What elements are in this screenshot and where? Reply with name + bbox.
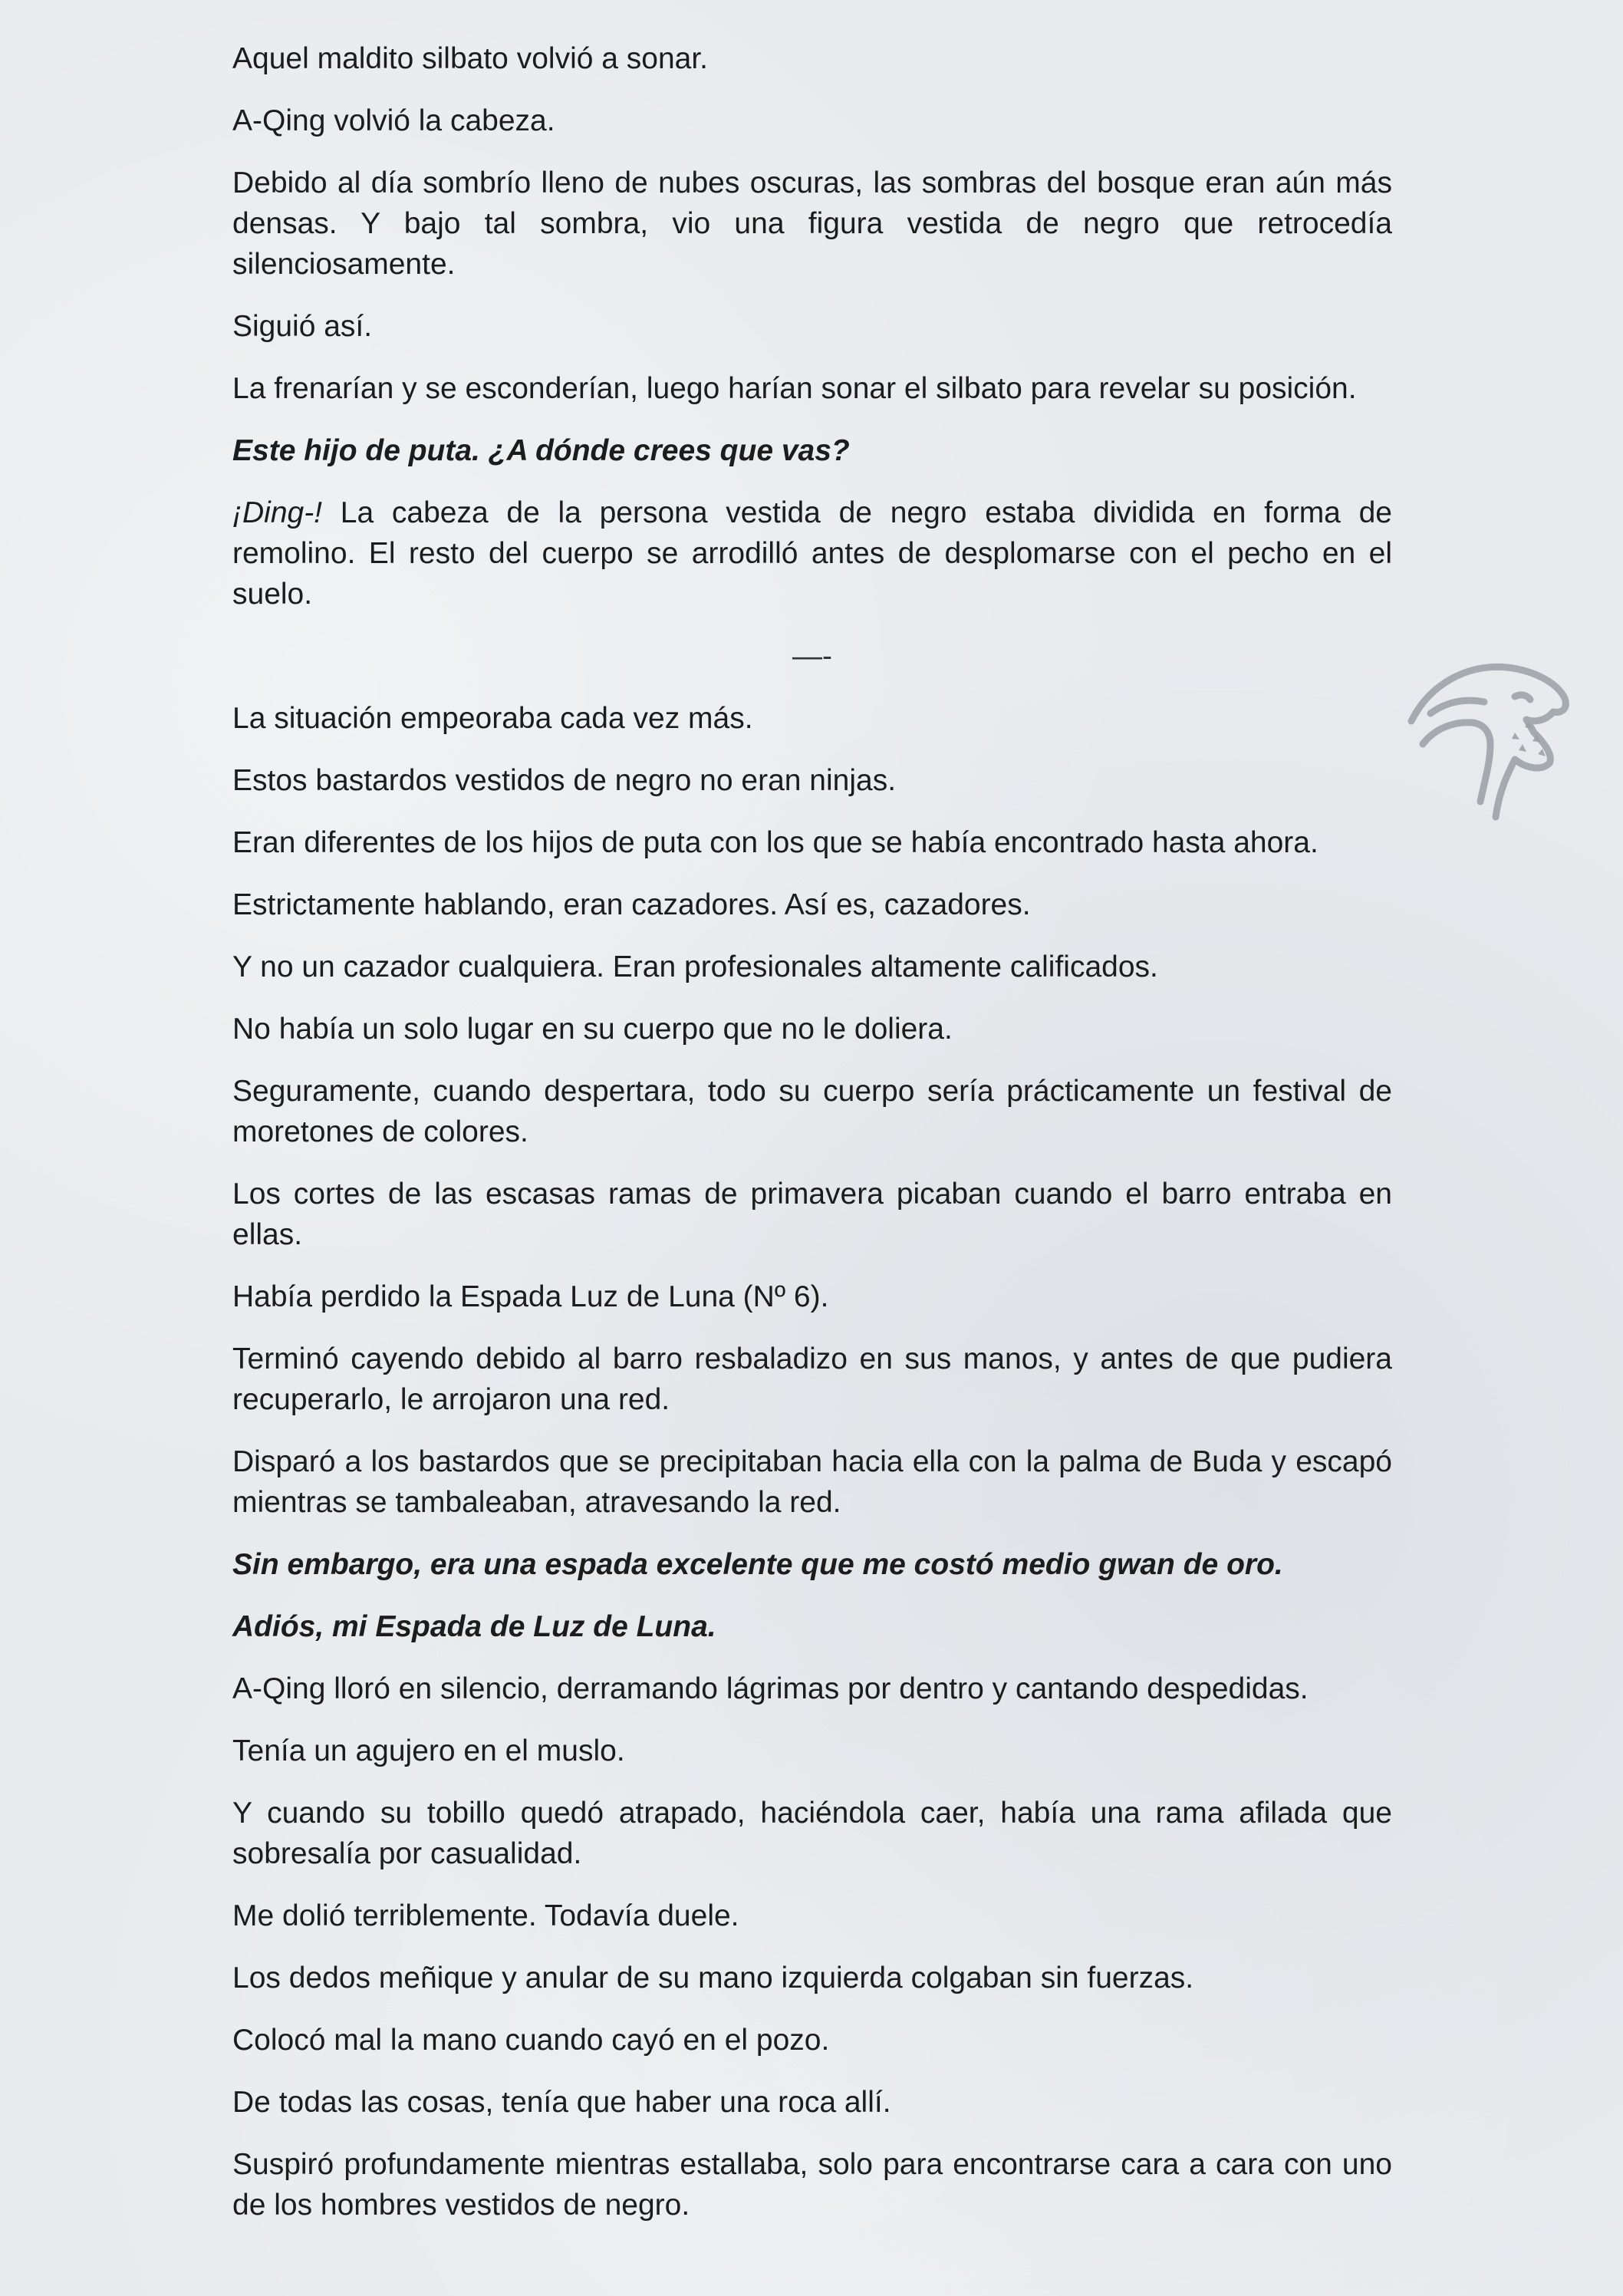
paragraph: Debido al día sombrío lleno de nubes oscuras, las sombras del bosque eran aún más densas. Y bajo tal sombra, vio una figura vestida de negro que retrocedía silenciosamente. xyxy=(232,166,1392,281)
paragraph: A-Qing lloró en silencio, derramando lágrimas por dentro y cantando despedidas. xyxy=(232,1672,1309,1705)
paragraph: Aquel maldito silbato volvió a sonar. xyxy=(232,42,709,75)
paragraph: Y no un cazador cualquiera. Eran profesionales altamente calificados. xyxy=(232,950,1158,983)
paragraph: No había un solo lugar en su cuerpo que no le doliera. xyxy=(232,1013,953,1046)
paragraph: A-Qing volvió la cabeza. xyxy=(232,104,555,137)
paragraph: Colocó mal la mano cuando cayó en el pozo. xyxy=(232,2024,830,2057)
sound-effect: ¡Ding-! xyxy=(232,496,323,529)
paragraph: Me dolió terriblemente. Todavía duele. xyxy=(232,1899,739,1932)
paragraph: Siguió así. xyxy=(232,310,373,343)
paragraph: Eran diferentes de los hijos de puta con los que se había encontrado hasta ahora. xyxy=(232,826,1318,859)
inner-thought: Adiós, mi Espada de Luz de Luna. xyxy=(232,1610,716,1643)
paragraph: Suspiró profundamente mientras estallaba, solo para encontrarse cara a cara con uno de los hombres vestidos de negro. xyxy=(232,2148,1392,2222)
inner-thought: Sin embargo, era una espada excelente que me costó medio gwan de oro. xyxy=(232,1548,1283,1581)
paragraph: Y cuando su tobillo quedó atrapado, haciéndola caer, había una rama afilada que sobresalía por casualidad. xyxy=(232,1797,1392,1870)
paragraph: Tenía un agujero en el muslo. xyxy=(232,1734,625,1767)
paragraph: Disparó a los bastardos que se precipitaban hacia ella con la palma de Buda y escapó mientras se tambaleaban, atravesando la red. xyxy=(232,1445,1392,1519)
document-page xyxy=(232,38,1392,2247)
paragraph: De todas las cosas, tenía que haber una roca allí. xyxy=(232,2086,891,2119)
paragraph xyxy=(232,492,1392,614)
paragraph: La situación empeoraba cada vez más. xyxy=(232,702,753,735)
paragraph: Los cortes de las escasas ramas de primavera picaban cuando el barro entraba en ellas. xyxy=(232,1178,1392,1251)
paragraph: Seguramente, cuando despertara, todo su cuerpo sería prácticamente un festival de moretones de colores. xyxy=(232,1075,1392,1148)
paragraph: La frenarían y se esconderían, luego harían sonar el silbato para revelar su posición. xyxy=(232,372,1357,405)
paragraph: Los dedos meñique y anular de su mano izquierda colgaban sin fuerzas. xyxy=(232,1962,1194,1995)
scene-separator: —- xyxy=(792,640,832,673)
paragraph: Estos bastardos vestidos de negro no eran ninjas. xyxy=(232,764,897,797)
inner-thought: Este hijo de puta. ¿A dónde crees que vas? xyxy=(232,434,850,467)
paragraph: Estrictamente hablando, eran cazadores. Así es, cazadores. xyxy=(232,888,1031,921)
dinosaur-head-icon xyxy=(1400,637,1576,828)
paragraph: Terminó cayendo debido al barro resbaladizo en sus manos, y antes de que pudiera recuperarlo, le arrojaron una red. xyxy=(232,1342,1392,1416)
paragraph-text: La cabeza de la persona vestida de negro estaba dividida en forma de remolino. El resto del cuerpo se arrodilló antes de desplomarse con el pecho en el suelo. xyxy=(232,496,1392,611)
paragraph: Había perdido la Espada Luz de Luna (Nº 6). xyxy=(232,1280,829,1313)
